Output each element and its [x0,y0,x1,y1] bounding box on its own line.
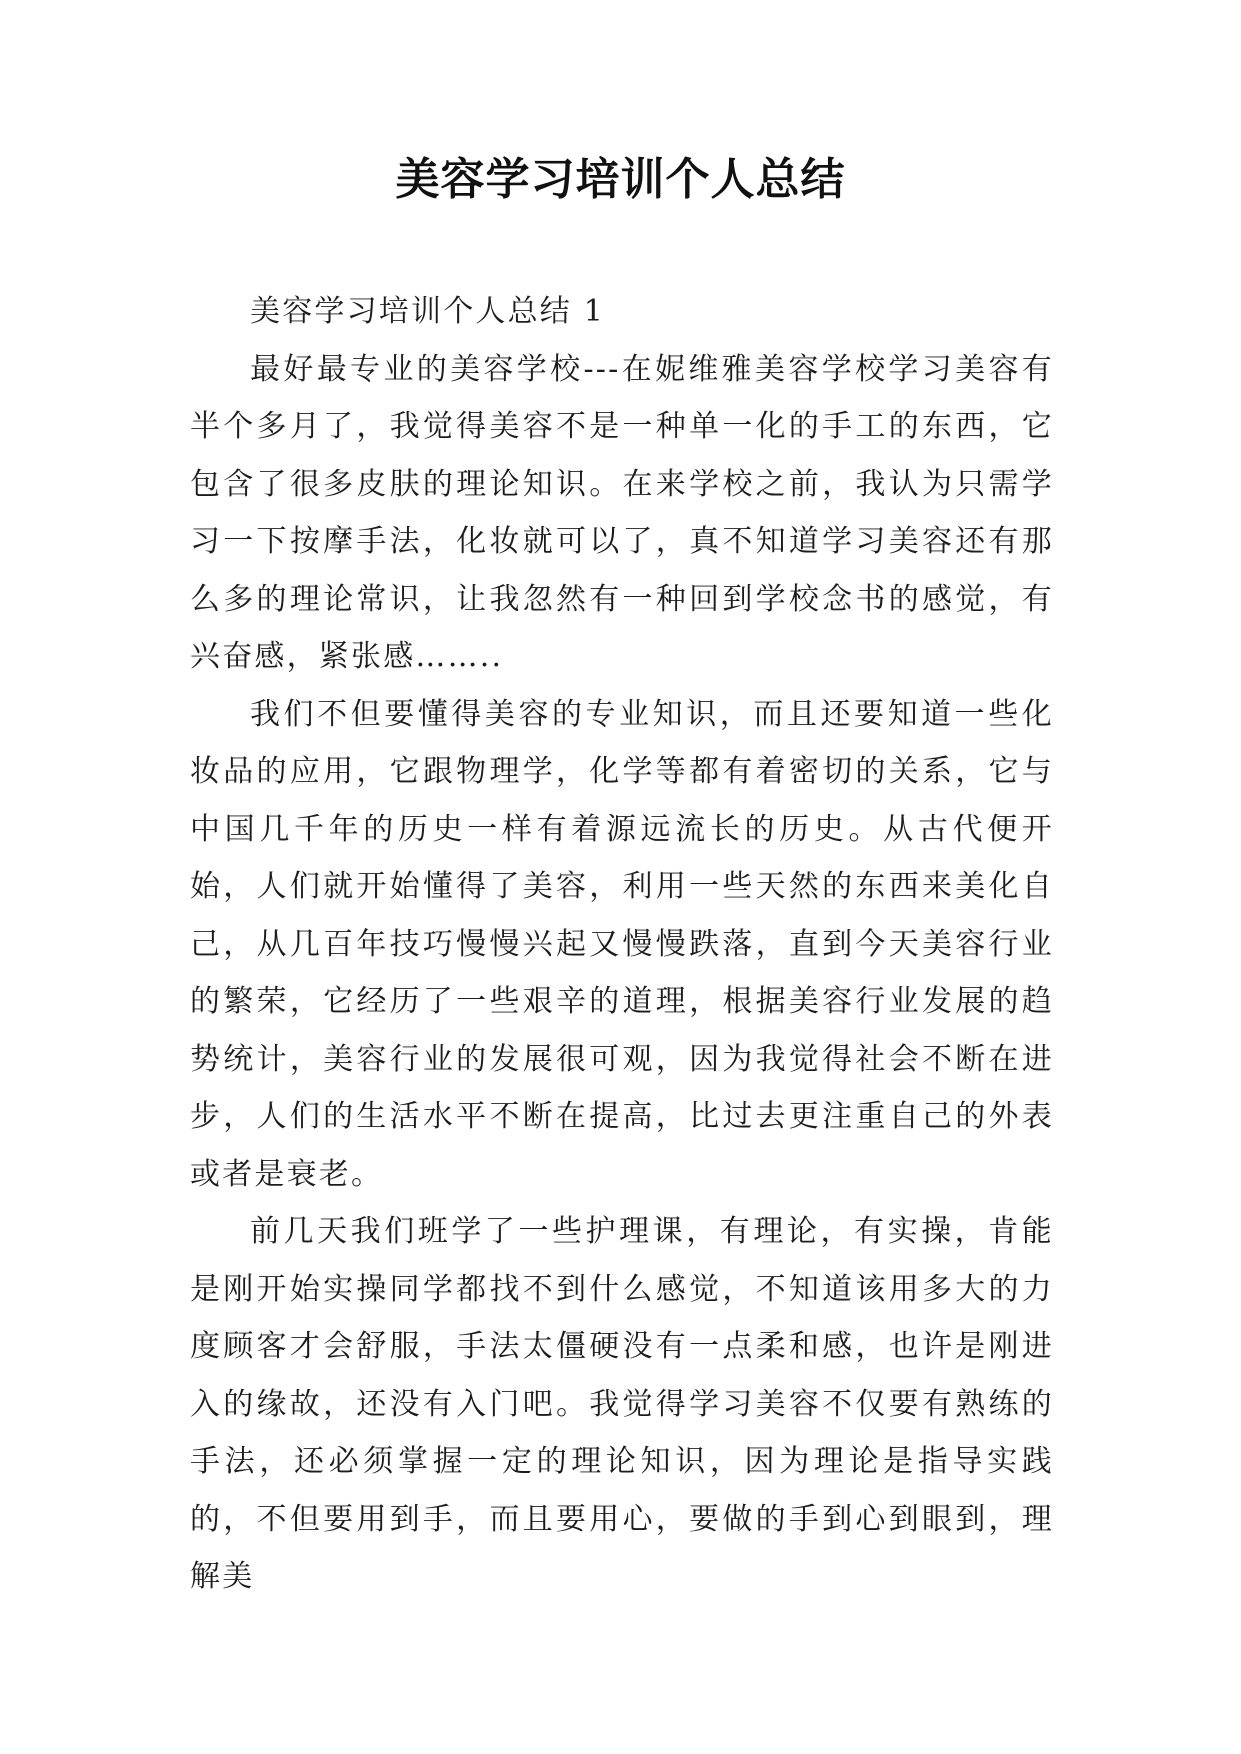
body-paragraph-1: 最好最专业的美容学校---在妮维雅美容学校学习美容有半个多月了，我觉得美容不是一种单一化的手工的东西，它包含了很多皮肤的理论知识。在来学校之前，我认为只需学习一下按摩手法，化妆就可以了，真不知道学习美容还有那么多的理论常识，让我忽然有一种回到学校念书的感觉，有兴奋感，紧张感…….. [190,351,1054,674]
document-title: 美容学习培训个人总结 [395,154,846,205]
body-paragraph-3: 前几天我们班学了一些护理课，有理论，有实操，肯能是刚开始实操同学都找不到什么感觉，不知道该用多大的力度顾客才会舒服，手法太僵硬没有一点柔和感，也许是刚进入的缘故，还没有入门吧。我觉得学习美容不仅要有熟练的手法，还必须掌握一定的理论知识，因为理论是指导实践的，不但要用到手，而且要用心，要做的手到心到眼到，理解美 [190,1214,1054,1594]
section-heading: 美容学习培训个人总结 1 [250,294,606,329]
document-body [190,283,1054,1606]
body-paragraph-2: 我们不但要懂得美容的专业知识，而且还要知道一些化妆品的应用，它跟物理学，化学等都有着密切的关系，它与中国几千年的历史一样有着源远流长的历史。从古代便开始，人们就开始懂得了美容，利用一些天然的东西来美化自己，从几百年技巧慢慢兴起又慢慢跌落，直到今天美容行业的繁荣，它经历了一些艰辛的道理，根据美容行业发展的趋势统计，美容行业的发展很可观，因为我觉得社会不断在进步，人们的生活水平不断在提高，比过去更注重自己的外表或者是衰老。 [190,696,1054,1192]
